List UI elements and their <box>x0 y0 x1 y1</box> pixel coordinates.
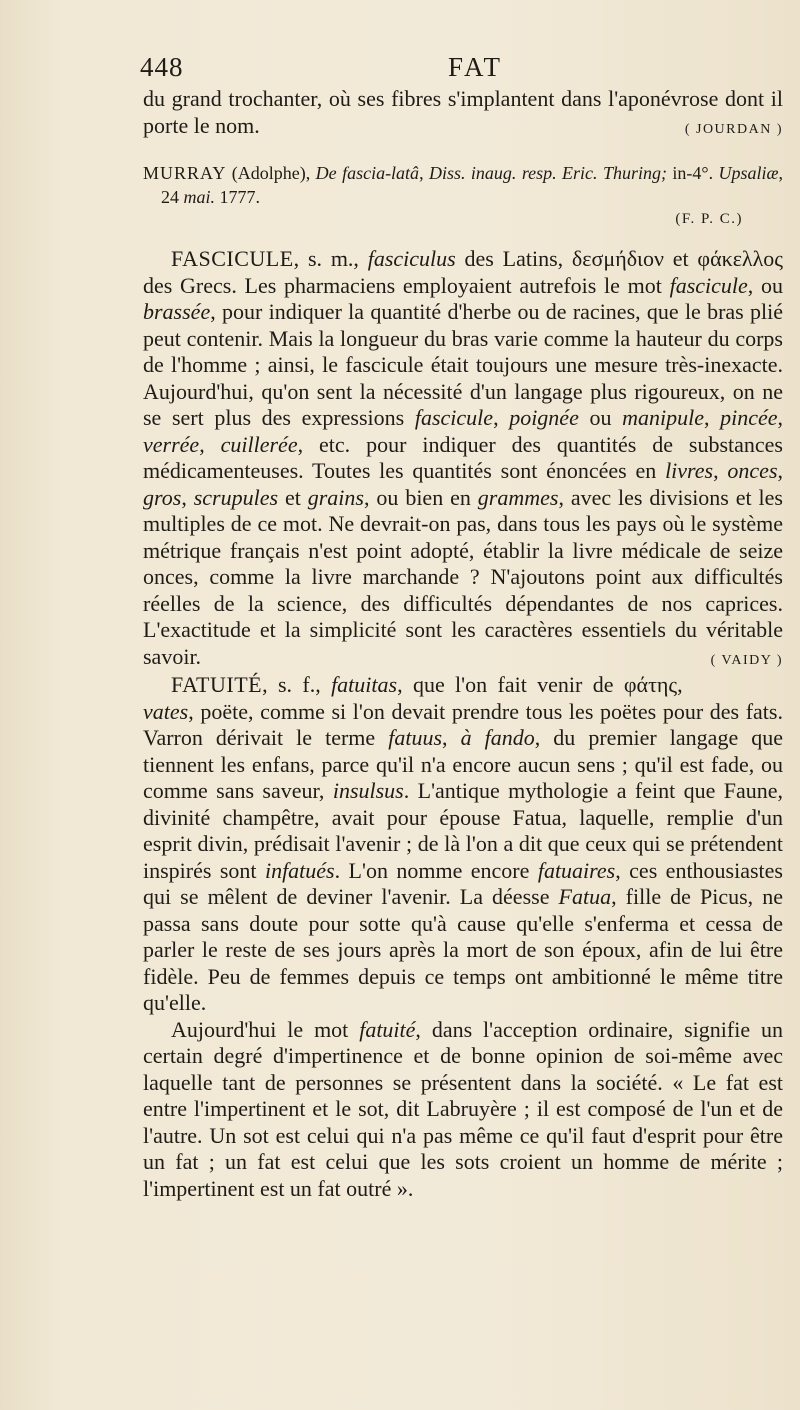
fascicule-italic: onces <box>727 458 778 483</box>
fatuite-italic: fatuus <box>388 725 443 750</box>
headword-fascicule: FASCICULE <box>171 246 294 271</box>
fascicule-text: , s. m., <box>293 246 368 271</box>
fascicule-italic: pincée <box>720 405 778 430</box>
fascicule-italic: livres <box>665 458 714 483</box>
bibliography-entry <box>143 161 783 209</box>
text-block <box>143 86 783 1202</box>
article-fatuite-paragraph-2 <box>143 1017 783 1203</box>
fatuite-italic: fatuité <box>359 1016 416 1042</box>
fatuite-italic: Fatua <box>558 884 612 909</box>
fatuite-text: , fille de Picus, ne passa sans doute pour sotte qu'à cause qu'elle s'enferma et cessa de parler le reste de ses jours après la mort de son époux, afin de lui être fidèle. Peu de femmes depuis ce temps ont ambitionné le même titre qu'elle. <box>143 884 783 1015</box>
signature-fpc: (F. P. C.) <box>675 211 743 227</box>
fascicule-text: , ou <box>747 272 783 298</box>
biblio-text-e: 1777. <box>215 187 260 207</box>
biblio-place: Upsaliæ <box>718 163 779 183</box>
continuation-text: du grand trochanter, où ses fibres s'implantent dans l'aponévrose dont il porte le nom. <box>143 86 783 138</box>
fascicule-text: et <box>278 484 308 510</box>
biblio-diss: Diss. inaug. resp. Eric. Thuring; <box>428 163 667 183</box>
fascicule-italic: grains <box>307 484 364 510</box>
biblio-title: De fascia-latâ <box>315 163 420 183</box>
fatuite-italic: à fando <box>460 725 535 750</box>
article-fascicule <box>143 246 783 670</box>
continuation-paragraph <box>143 86 783 139</box>
fascicule-italic: brassée <box>143 299 211 324</box>
fascicule-text: , <box>777 405 784 430</box>
fascicule-italic: scrupules <box>193 484 279 510</box>
signature-jourdan: ( JOURDAN ) <box>684 121 783 137</box>
fascicule-italic: verrée <box>143 431 200 457</box>
fascicule-italic: fascicule <box>414 405 494 430</box>
fatuite-italic: infatués <box>264 857 335 883</box>
fascicule-text: , <box>703 405 721 430</box>
fatuite-text: , que l'on fait venir de φάτης, <box>397 672 683 697</box>
fascicule-italic: gros <box>143 484 182 510</box>
fascicule-text: , <box>181 484 194 510</box>
fatuite-italic: fatuaires <box>537 857 616 883</box>
fascicule-text: , <box>199 431 221 457</box>
biblio-text-d: , 24 <box>161 163 783 207</box>
article-fatuite <box>143 672 783 1017</box>
fatuite-text: , <box>442 725 461 750</box>
fascicule-italic: fascicule <box>669 272 748 298</box>
fatuite-text: , du premier langage que tiennent les enfans, parce qu'il n'a encore aucun sens ; qu'il est fade, ou comme sans saveur, <box>143 725 784 803</box>
fascicule-italic: cuillerée <box>220 431 298 457</box>
fascicule-italic: grammes <box>477 484 559 510</box>
fatuite-text: , s. f., <box>262 672 332 697</box>
fatuite-text: . L'on nomme encore <box>334 857 538 883</box>
biblio-text-c: in-4°. <box>666 163 719 183</box>
fascicule-text: des Latins, δεσμήδιον et φάκελλος des Grecs. Les pharmaciens employaient autrefois le mot <box>143 246 783 298</box>
fascicule-text: , <box>493 405 510 430</box>
fatuite-italic: vates <box>143 698 189 724</box>
biblio-author: MURRAY <box>143 163 227 183</box>
fascicule-italic: manipule <box>622 405 704 430</box>
fatuite-italic: insulsus <box>332 778 404 803</box>
headword-fatuite: FATUITÉ <box>171 672 263 697</box>
fatuite-text: Aujourd'hui le mot <box>171 1016 360 1042</box>
fatuite-text: , poëte, comme si l'on devait prendre tous les poëtes pour des fats. Varron dérivait le terme <box>143 698 783 750</box>
fatuite-text: . L'antique mythologie a feint que Faune, divinité champêtre, avait pour épouse Fatua, laquelle, remplie d'un esprit divin, prédisait l'avenir ; de là l'on a dit que ceux qui se prétendent inspirés sont <box>143 778 784 883</box>
fatuite-italic: fatuitas <box>331 672 398 697</box>
running-head: FAT <box>448 52 504 82</box>
fatuite-text: , ces enthousiastes qui se mêlent de deviner l'avenir. La déesse <box>143 857 783 909</box>
fascicule-text: , pour indiquer la quantité d'herbe ou de racines, que le bras plié peut contenir. Mais la longueur du bras varie comme la hauteur du corps de l'homme ; ainsi, le fascicule était toujours une mesure très-inexacte. Aujourd'hui, qu'on sent la nécessité d'un langage plus rigoureux, on ne se sert plus des expressions <box>143 299 783 430</box>
fascicule-italic: poignée <box>509 405 579 430</box>
page-number: 448 <box>140 52 184 82</box>
biblio-text-a: (Adolphe), <box>226 163 316 183</box>
biblio-text-b: , <box>419 163 429 183</box>
biblio-date: mai. <box>183 187 215 207</box>
fascicule-text: ou <box>578 405 623 430</box>
fatuite-text: , dans l'acception ordinaire, signifie un certain degré d'impertinence et de bonne opinion de soi-même avec laquelle tant de personnes se présentent dans la société. « Le fat est entre l'impertinent et le sot, dit Labruyère ; il est composé de l'un et de l'autre. Un sot est celui qui n'a pas même ce qu'il faut d'esprit pour être un fat ; un fat est celui que les sots croient un homme de mérite ; l'impertinent est un fat outré ». <box>143 1016 783 1201</box>
fascicule-text: , etc. pour indiquer des quantités de substances médicamenteuses. Toutes les quantités sont énoncées en <box>143 431 783 483</box>
signature-vaidy: ( VAIDY ) <box>710 652 783 668</box>
fascicule-text: , <box>713 458 728 483</box>
fascicule-text: , avec les divisions et les multiples de ce mot. Ne devrait-on pas, dans tous les pays où le système métrique français n'est point adopté, établir la livre médicale de seize onces, comme la livre marchande ? N'ajoutons point aux difficultés réelles de la science, des difficultés dépendantes de nos caprices. L'exactitude et la simplicité sont les caractères essentiels du véritable savoir. <box>143 484 783 669</box>
fascicule-text: , ou bien en <box>364 484 478 510</box>
page-header <box>140 52 780 86</box>
fascicule-text: , <box>777 458 784 483</box>
fascicule-italic: fasciculus <box>367 246 456 271</box>
